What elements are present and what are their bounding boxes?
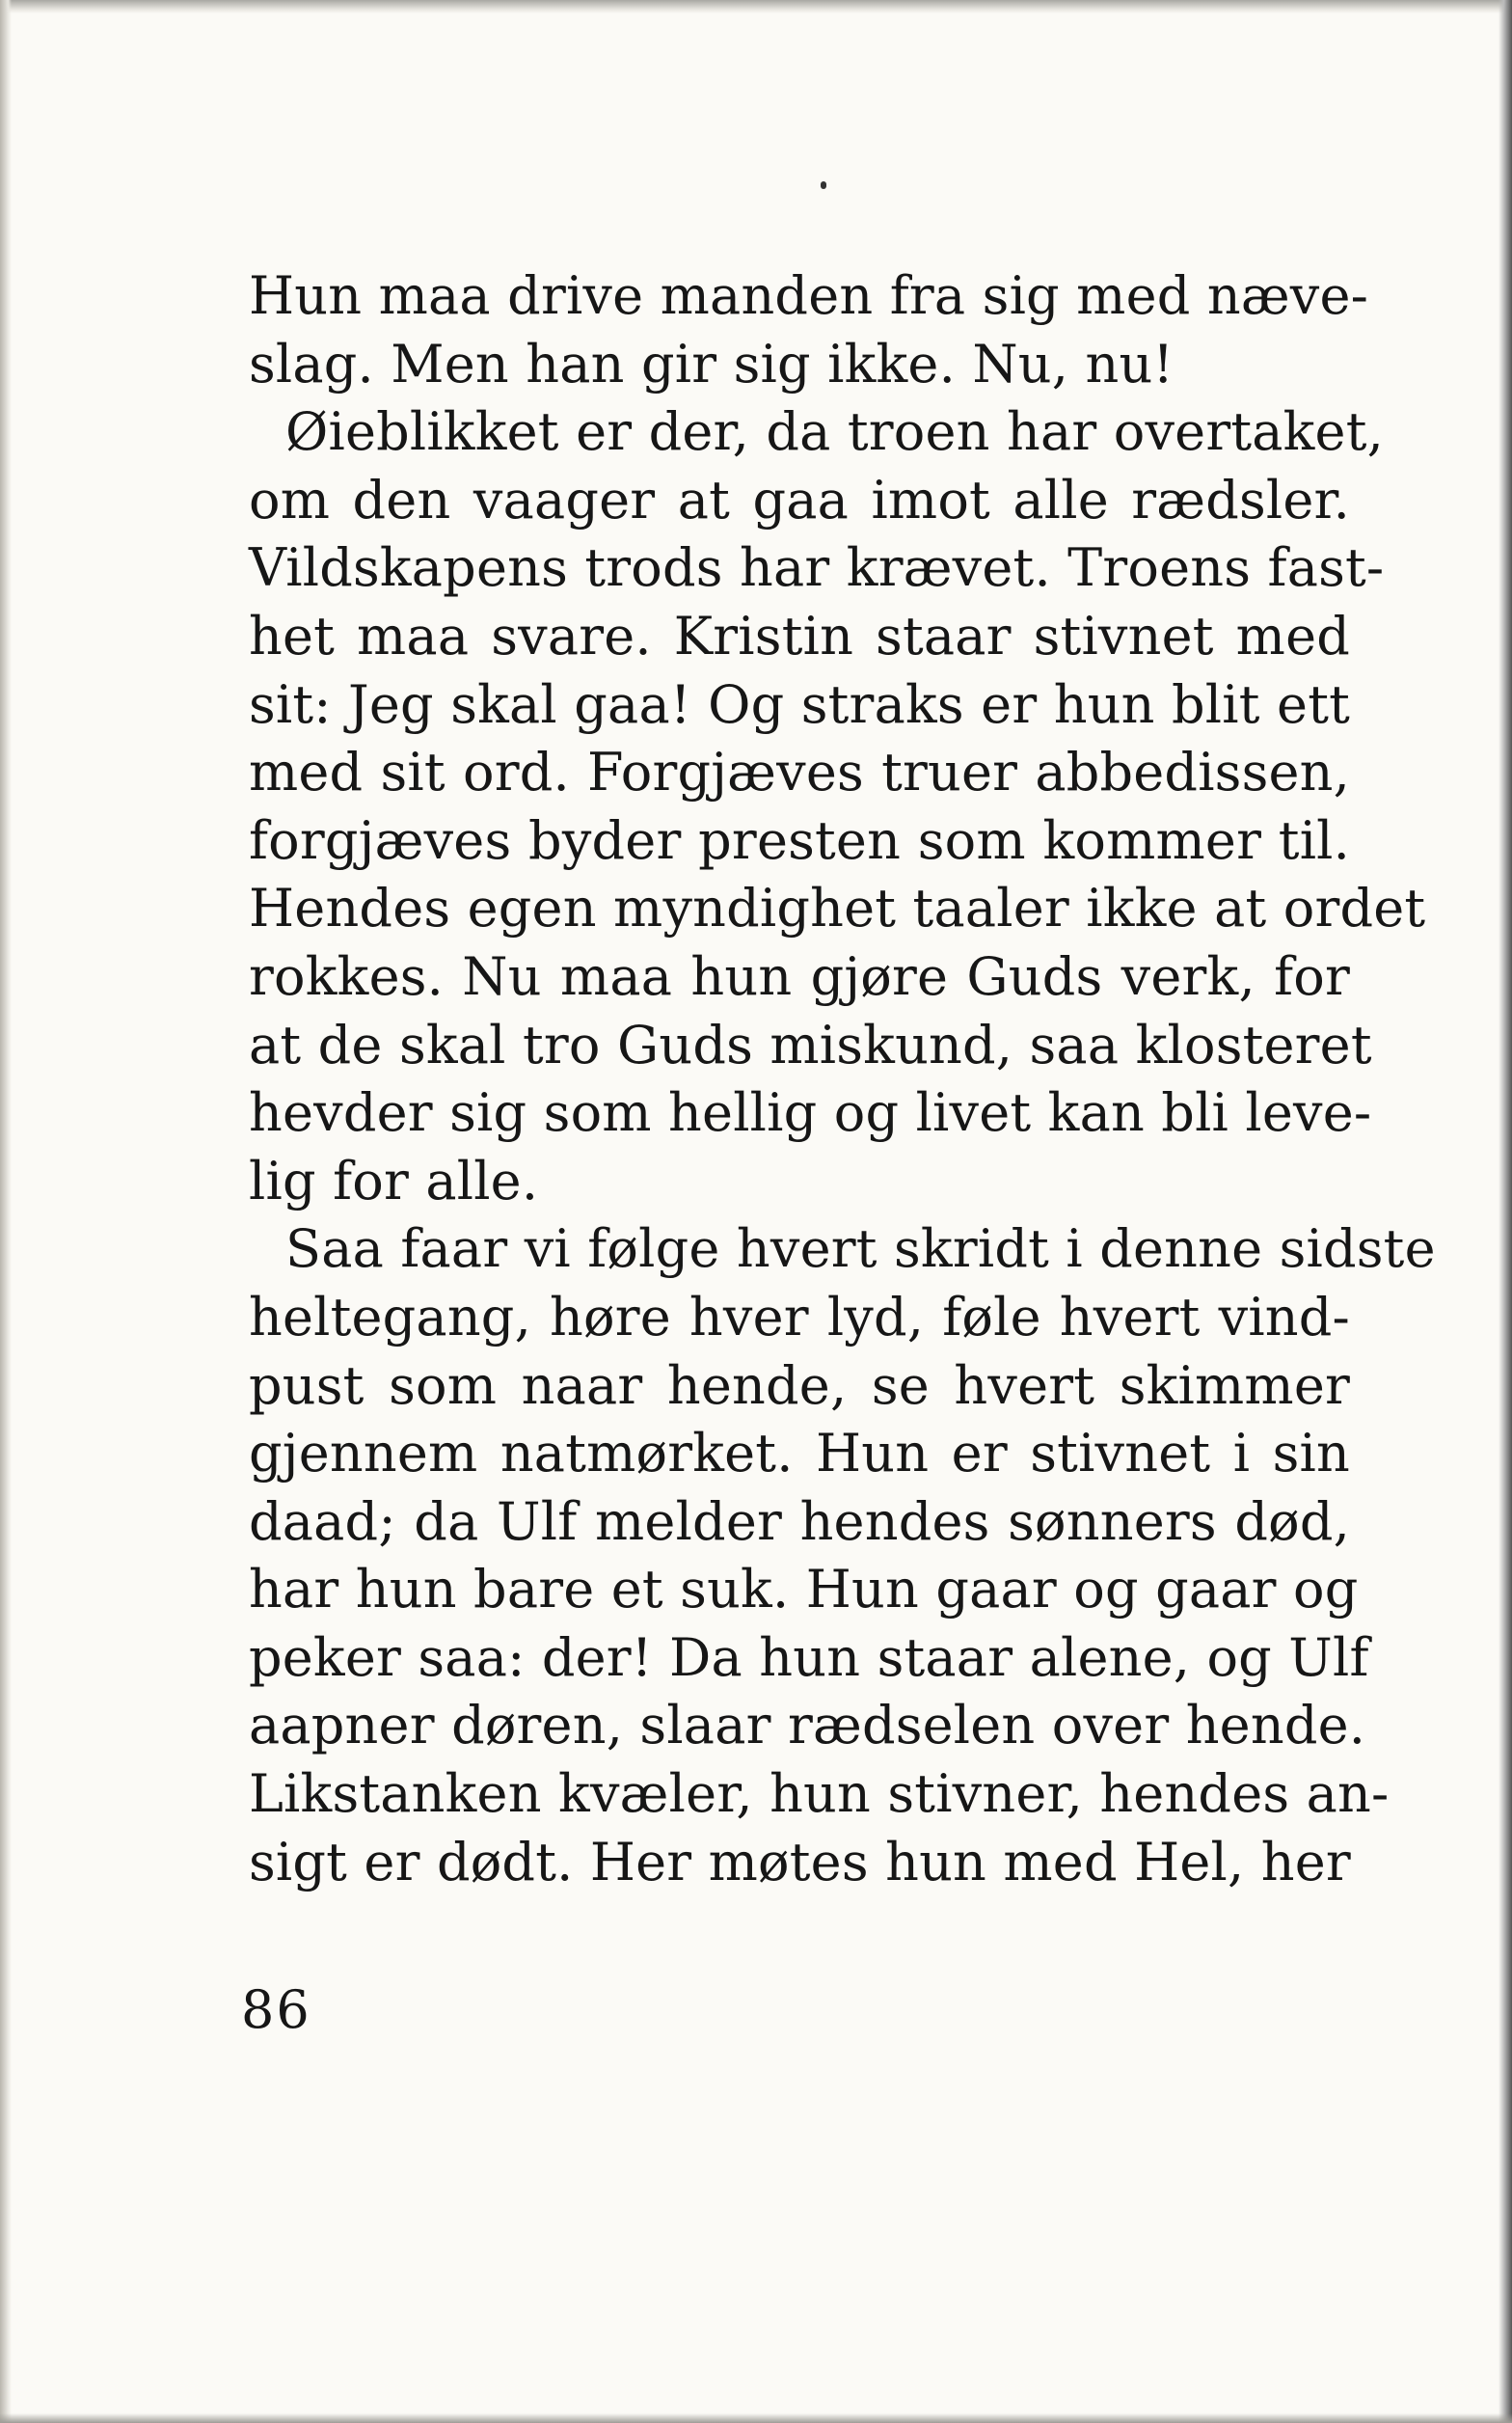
body-text xyxy=(249,262,1436,1896)
ink-speck xyxy=(821,181,826,189)
scan-edge-right xyxy=(1498,0,1512,2423)
scan-edge-left xyxy=(0,0,12,2423)
text-line: Hendes egen myndighet taaler ikke at ordet xyxy=(249,878,1426,939)
text-line: het maa svare. Kristin staar stivnet med xyxy=(249,605,1350,667)
text-line: sit: Jeg skal gaa! Og straks er hun blit ett xyxy=(249,673,1350,735)
text-line: rokkes. Nu maa hun gjøre Guds verk, for xyxy=(249,945,1350,1007)
scan-edge-top xyxy=(0,0,1512,14)
text-line: Saa faar vi følge hvert skridt i denne sidste xyxy=(285,1218,1436,1280)
text-line: Hun maa drive manden fra sig med næve- xyxy=(249,265,1369,326)
scan-edge-bottom xyxy=(0,2413,1512,2423)
page-number: 86 xyxy=(241,1979,311,2040)
text-line: peker saa: der! Da hun staar alene, og Ulf xyxy=(249,1626,1369,1688)
text-line: slag. Men han gir sig ikke. Nu, nu! xyxy=(249,333,1174,395)
text-line: daad; da Ulf melder hendes sønners død, xyxy=(249,1490,1350,1552)
text-line: aapner døren, slaar rædselen over hende. xyxy=(249,1695,1366,1756)
text-line: forgjæves byder presten som kommer til. xyxy=(249,809,1350,871)
text-line: Øieblikket er der, da troen har overtaket, xyxy=(285,401,1384,463)
text-line: har hun bare et suk. Hun gaar og gaar og xyxy=(249,1559,1359,1620)
text-line: at de skal tro Guds miskund, saa klosteret xyxy=(249,1014,1372,1075)
text-line: gjennem natmørket. Hun er stivnet i sin xyxy=(249,1423,1350,1484)
text-line: sigt er dødt. Her møtes hun med Hel, her xyxy=(249,1831,1351,1892)
text-line: Vildskapens trods har krævet. Troens fast- xyxy=(249,537,1385,599)
text-line: pust som naar hende, se hvert skimmer xyxy=(249,1354,1350,1416)
text-line: med sit ord. Forgjæves truer abbedissen, xyxy=(249,742,1350,803)
text-line: om den vaager at gaa imot alle rædsler. xyxy=(249,469,1350,531)
text-line: hevder sig som hellig og livet kan bli leve- xyxy=(249,1082,1372,1144)
text-line: Likstanken kvæler, hun stivner, hendes an- xyxy=(249,1763,1390,1825)
text-line: lig for alle. xyxy=(249,1150,539,1212)
text-line: heltegang, høre hver lyd, føle hvert vind- xyxy=(249,1286,1350,1348)
